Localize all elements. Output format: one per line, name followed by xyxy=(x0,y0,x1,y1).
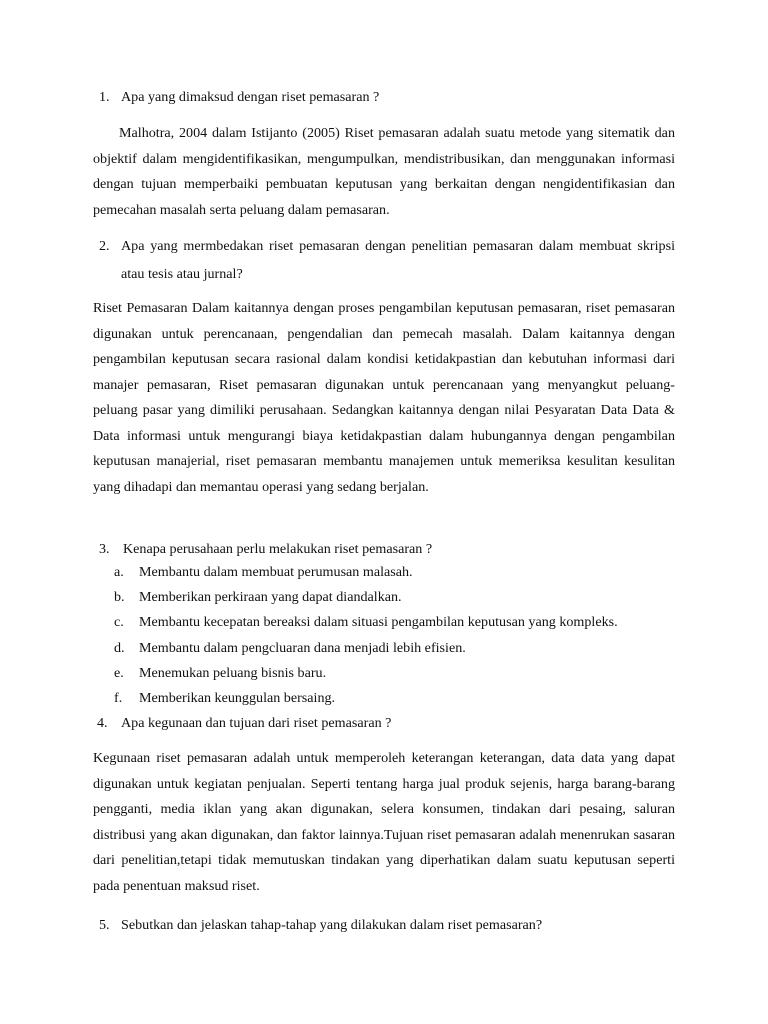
list-item-text: Membantu dalam pengcluaran dana menjadi lebih efisien. xyxy=(139,639,466,656)
list-item-letter: c. xyxy=(114,614,124,631)
question-3 xyxy=(93,540,675,558)
answer-1-paragraph: Malhotra, 2004 dalam Istijanto (2005) Riset pemasaran adalah suatu metode yang sitematik dan objektif dalam mengidentifikasikan, mengumpulkan, mendistribusikan, dan menggunakan informasi dengan tujuan memperbaiki pembuatan keputusan yang berkaitan dengan nengidentifikasian dan pemecahan masalah serta peluang dalam pemasaran. xyxy=(93,125,675,218)
question-number: 2. xyxy=(99,238,110,254)
list-item-text: Memberikan perkiraan yang dapat diandalkan. xyxy=(139,589,402,606)
list-item xyxy=(93,585,675,610)
question-number: 1. xyxy=(99,89,110,105)
question-text: Kenapa perusahaan perlu melakukan riset pemasaran ? xyxy=(123,541,433,557)
list-item-letter: a. xyxy=(114,564,124,580)
question-4 xyxy=(93,714,675,732)
question-number: 4. xyxy=(97,715,108,731)
list-item xyxy=(93,686,675,711)
question-1 xyxy=(93,88,675,106)
question-5 xyxy=(93,916,675,934)
question-number: 5. xyxy=(99,917,110,933)
question-number: 3. xyxy=(99,541,110,557)
list-item-text: Membantu dalam membuat perumusan malasah. xyxy=(139,564,413,580)
question-text: Sebutkan dan jelaskan tahap-tahap yang dilakukan dalam riset pemasaran? xyxy=(121,917,543,933)
reasons-list xyxy=(93,560,675,711)
list-item-text: Membantu kecepatan bereaksi dalam situasi pengambilan keputusan yang kompleks. xyxy=(139,614,618,631)
list-item-letter: e. xyxy=(114,664,124,681)
question-text: Apa kegunaan dan tujuan dari riset pemasaran ? xyxy=(121,715,392,731)
question-2 xyxy=(93,232,675,288)
list-item-letter: b. xyxy=(114,589,125,606)
list-item-letter: d. xyxy=(114,639,125,656)
question-text: Apa yang dimaksud dengan riset pemasaran ? xyxy=(121,89,380,105)
answer-4-paragraph: Kegunaan riset pemasaran adalah untuk memperoleh keterangan keterangan, data data yang dapat digunakan untuk kegiatan penjualan. Seperti tentang harga jual produk sejenis, harga barang-barang pengganti, media iklan yang akan digunakan, selera konsumen, tindakan dari pesaing, saluran distribusi yang akan digunakan, dan faktor lainnya.Tujuan riset pemasaran adalah menenrukan sasaran dari penelitian,tetapi tidak memutuskan tindakan yang diperhatikan dalam suatu keputusan seperti pada penentuan maksud riset. xyxy=(93,750,675,894)
question-text: Apa yang mermbedakan riset pemasaran dengan penelitian pemasaran dalam membuat skripsi atau tesis atau jurnal? xyxy=(121,238,675,282)
list-item xyxy=(93,560,675,585)
list-item-text: Memberikan keunggulan bersaing. xyxy=(139,690,336,707)
list-item-letter: f. xyxy=(114,690,123,707)
list-item xyxy=(93,610,675,635)
list-item-text: Menemukan peluang bisnis baru. xyxy=(139,664,327,681)
list-item xyxy=(93,636,675,661)
list-item xyxy=(93,661,675,686)
answer-2-paragraph: Riset Pemasaran Dalam kaitannya dengan proses pengambilan keputusan pemasaran, riset pemasaran digunakan untuk perencanaan, pengendalian dan pemecah masalah. Dalam kaitannya dengan pengambilan keputusan secara rasional dalam kondisi ketidakpastian dan kebutuhan informasi dari manajer pemasaran, Riset pemasaran digunakan untuk perencanaan yang menyangkut peluang-peluang pasar yang dimiliki perusahaan. Sedangkan kaitannya dengan nilai Pesyaratan Data Data & Data informasi untuk mengurangi biaya ketidakpastian dalam hubungannya dengan pengambilan keputusan manajerial, riset pemasaran membantu manajemen untuk memeriksa kesulitan kesulitan yang dihadapi dan memantau operasi yang sedang berjalan. xyxy=(93,300,675,495)
